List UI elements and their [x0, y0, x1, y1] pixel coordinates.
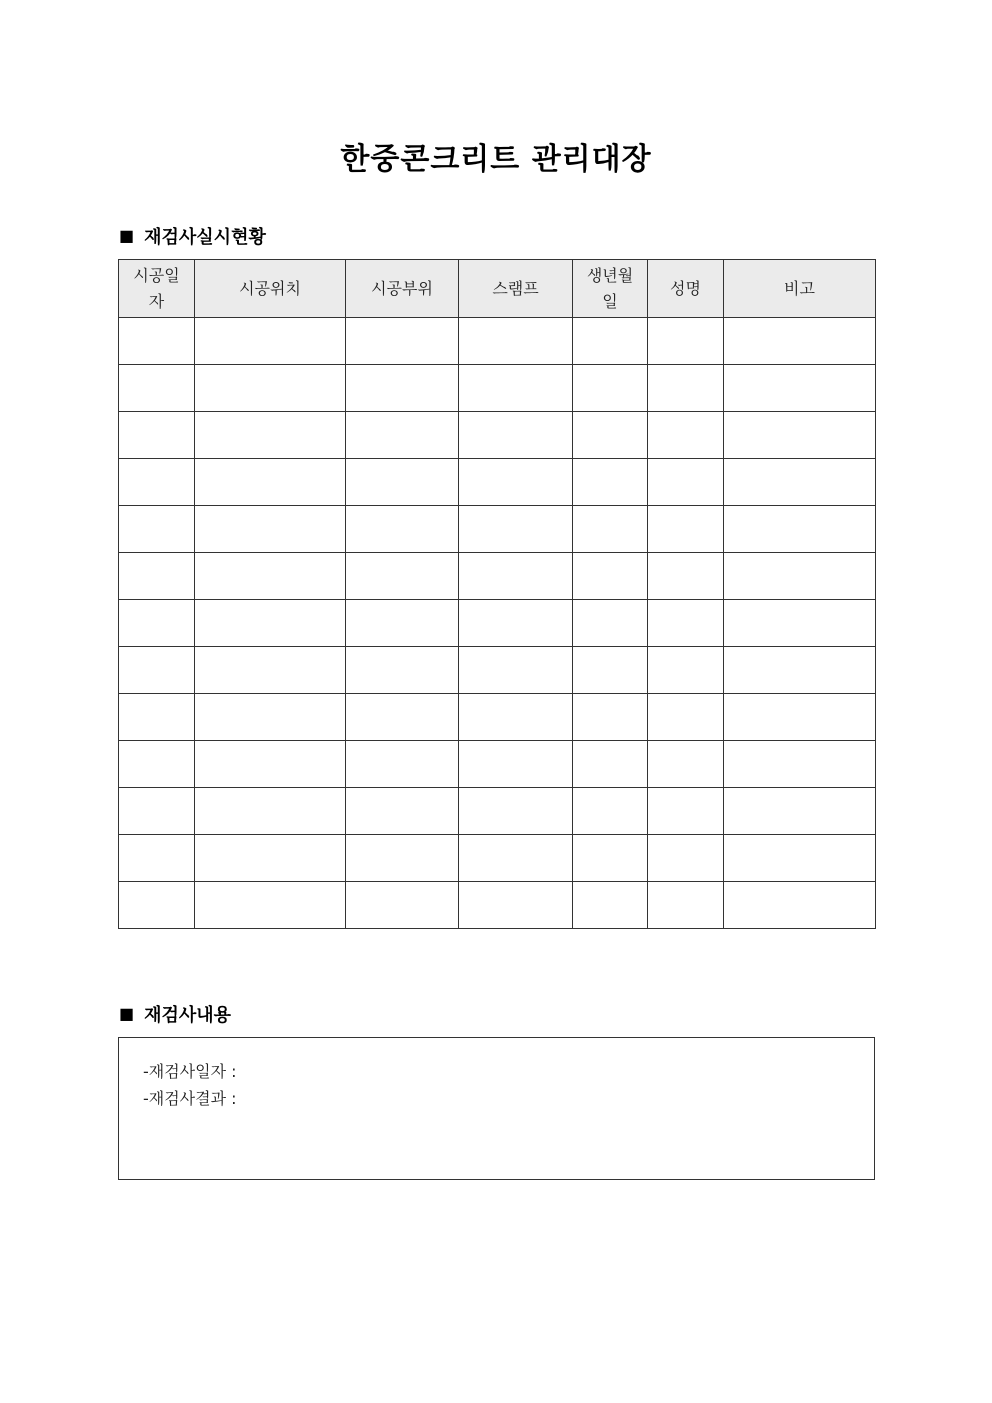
table-cell[interactable]	[119, 882, 195, 929]
table-cell[interactable]	[119, 412, 195, 459]
column-header-birth-date: 생년월 일	[573, 260, 648, 318]
table-row	[119, 365, 876, 412]
table-row	[119, 882, 876, 929]
table-cell[interactable]	[648, 365, 724, 412]
table-body	[119, 318, 876, 929]
table-cell[interactable]	[724, 788, 876, 835]
table-row	[119, 600, 876, 647]
table-cell[interactable]	[459, 553, 573, 600]
table-row	[119, 647, 876, 694]
table-header-row	[119, 260, 876, 318]
table-cell[interactable]	[119, 553, 195, 600]
inspection-status-table	[118, 259, 876, 929]
table-row	[119, 694, 876, 741]
table-cell[interactable]	[195, 835, 346, 882]
table-cell[interactable]	[724, 365, 876, 412]
table-cell[interactable]	[724, 882, 876, 929]
table-cell[interactable]	[724, 412, 876, 459]
table-cell[interactable]	[573, 788, 648, 835]
table-cell[interactable]	[119, 506, 195, 553]
table-cell[interactable]	[573, 647, 648, 694]
table-cell[interactable]	[346, 741, 459, 788]
table-cell[interactable]	[724, 318, 876, 365]
table-cell[interactable]	[724, 835, 876, 882]
table-cell[interactable]	[573, 835, 648, 882]
table-cell[interactable]	[459, 318, 573, 365]
table-cell[interactable]	[459, 365, 573, 412]
table-cell[interactable]	[724, 459, 876, 506]
column-header-remarks: 비고	[724, 260, 876, 318]
table-cell[interactable]	[195, 553, 346, 600]
table-cell[interactable]	[459, 506, 573, 553]
table-cell[interactable]	[195, 694, 346, 741]
table-cell[interactable]	[573, 694, 648, 741]
table-cell[interactable]	[459, 882, 573, 929]
table-row	[119, 318, 876, 365]
table-cell[interactable]	[573, 882, 648, 929]
table-cell[interactable]	[195, 788, 346, 835]
table-cell[interactable]	[195, 365, 346, 412]
table-cell[interactable]	[346, 412, 459, 459]
table-cell[interactable]	[346, 506, 459, 553]
table-cell[interactable]	[648, 412, 724, 459]
table-cell[interactable]	[119, 365, 195, 412]
table-cell[interactable]	[648, 694, 724, 741]
document-title: 한중콘크리트 관리대장	[340, 142, 652, 177]
table-cell[interactable]	[573, 318, 648, 365]
table-cell[interactable]	[648, 459, 724, 506]
table-cell[interactable]	[459, 741, 573, 788]
table-row	[119, 506, 876, 553]
column-header-construction-part: 시공부위	[346, 260, 459, 318]
table-cell[interactable]	[648, 835, 724, 882]
section-heading-inspection-status	[119, 223, 266, 249]
column-header-name: 성명	[648, 260, 724, 318]
table-cell[interactable]	[346, 459, 459, 506]
table-cell[interactable]	[346, 694, 459, 741]
table-cell[interactable]	[195, 882, 346, 929]
table-cell[interactable]	[724, 647, 876, 694]
table-cell[interactable]	[459, 694, 573, 741]
table-cell[interactable]	[346, 600, 459, 647]
table-cell[interactable]	[346, 318, 459, 365]
table-cell[interactable]	[648, 741, 724, 788]
table-row	[119, 741, 876, 788]
reinspection-date-line: -재검사일자 :	[143, 1062, 237, 1081]
table-cell[interactable]	[573, 506, 648, 553]
section-heading-inspection-content	[119, 1001, 231, 1027]
table-cell[interactable]	[724, 741, 876, 788]
table-cell[interactable]	[346, 553, 459, 600]
section-heading-label: 재검사내용	[144, 1005, 232, 1026]
table-cell[interactable]	[195, 741, 346, 788]
table-cell[interactable]	[648, 600, 724, 647]
table-cell[interactable]	[459, 835, 573, 882]
square-bullet-icon: ■	[119, 226, 135, 245]
table-cell[interactable]	[195, 600, 346, 647]
table-cell[interactable]	[119, 600, 195, 647]
column-header-slump: 스램프	[459, 260, 573, 318]
table-cell[interactable]	[459, 412, 573, 459]
table-cell[interactable]	[119, 694, 195, 741]
table-cell[interactable]	[346, 647, 459, 694]
table-cell[interactable]	[195, 459, 346, 506]
table-row	[119, 459, 876, 506]
table-cell[interactable]	[459, 788, 573, 835]
table-cell[interactable]	[346, 835, 459, 882]
table-cell[interactable]	[119, 835, 195, 882]
table-cell[interactable]	[573, 553, 648, 600]
table-cell[interactable]	[119, 459, 195, 506]
table-cell[interactable]	[459, 459, 573, 506]
table-cell[interactable]	[195, 647, 346, 694]
table-cell[interactable]	[724, 600, 876, 647]
table-cell[interactable]	[724, 553, 876, 600]
table-cell[interactable]	[195, 318, 346, 365]
table-cell[interactable]	[724, 694, 876, 741]
table-cell[interactable]	[195, 412, 346, 459]
table-cell[interactable]	[459, 600, 573, 647]
table-cell[interactable]	[648, 318, 724, 365]
table-cell[interactable]	[573, 412, 648, 459]
table-cell[interactable]	[459, 647, 573, 694]
table-cell[interactable]	[119, 318, 195, 365]
column-header-construction-date: 시공일 자	[119, 260, 195, 318]
table-cell[interactable]	[573, 741, 648, 788]
column-header-construction-location: 시공위치	[195, 260, 346, 318]
table-cell[interactable]	[573, 365, 648, 412]
table-cell[interactable]	[346, 788, 459, 835]
table-cell[interactable]	[346, 365, 459, 412]
table-cell[interactable]	[119, 741, 195, 788]
table-row	[119, 835, 876, 882]
table-cell[interactable]	[648, 506, 724, 553]
inspection-content-box	[118, 1037, 875, 1180]
table-cell[interactable]	[119, 788, 195, 835]
table-row	[119, 788, 876, 835]
table-cell[interactable]	[346, 882, 459, 929]
section-heading-label: 재검사실시현황	[144, 227, 266, 248]
table-cell[interactable]	[648, 647, 724, 694]
reinspection-result-line: -재검사결과 :	[143, 1089, 237, 1108]
table-cell[interactable]	[648, 882, 724, 929]
table-cell[interactable]	[573, 459, 648, 506]
table-row	[119, 412, 876, 459]
table-cell[interactable]	[119, 647, 195, 694]
table-cell[interactable]	[195, 506, 346, 553]
table-cell[interactable]	[724, 506, 876, 553]
table-cell[interactable]	[648, 788, 724, 835]
table-cell[interactable]	[573, 600, 648, 647]
square-bullet-icon: ■	[119, 1004, 135, 1023]
table-row	[119, 553, 876, 600]
table-cell[interactable]	[648, 553, 724, 600]
